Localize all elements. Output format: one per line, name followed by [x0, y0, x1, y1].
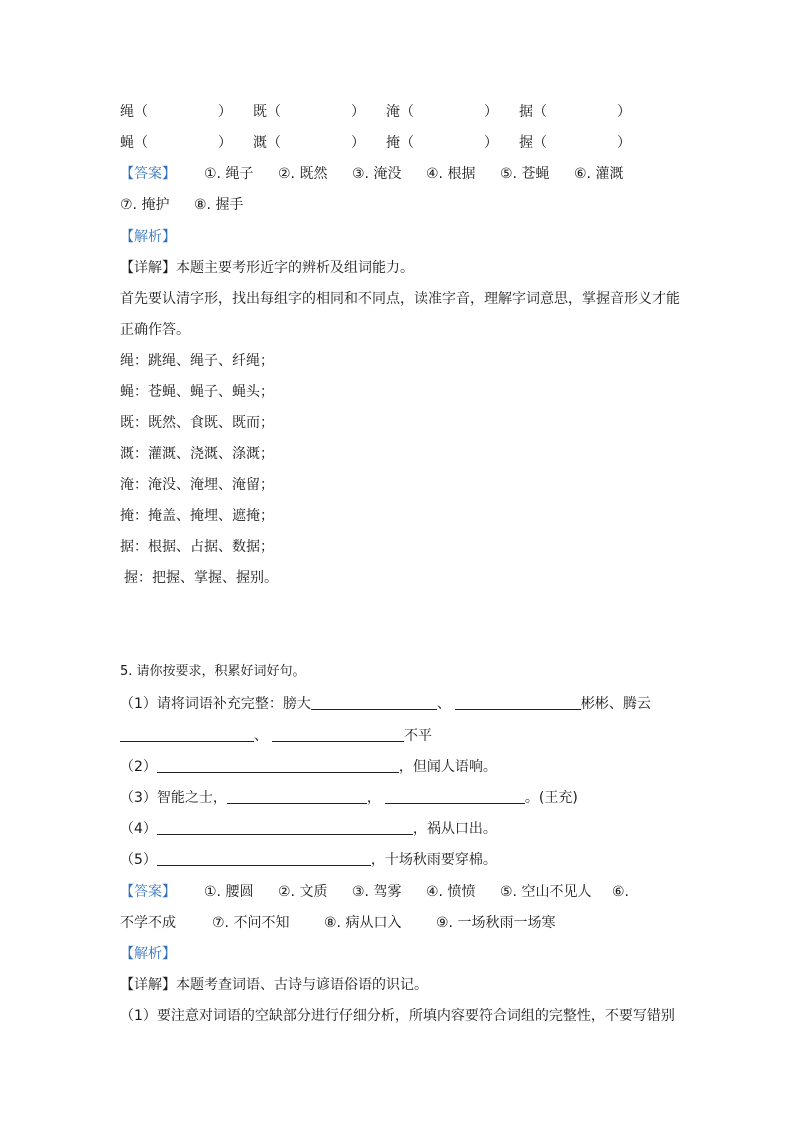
answer-item: ⑤. 空山不见人 [500, 884, 592, 900]
q5-sub1-line1 [120, 694, 651, 714]
answer-blank[interactable] [227, 789, 367, 804]
paragraph-line: 正确作答。 [120, 322, 190, 338]
prompt-text: ，十场秋雨要穿棉。 [370, 852, 497, 868]
detail-line: 【详解】本题主要考形近字的辨析及组词能力。 [120, 260, 414, 276]
q4-answer-line [120, 164, 623, 184]
paragraph-line: 首先要认清字形，找出每组字的相同和不同点，读准字音，理解字词意思，掌握音形义才能 [120, 291, 680, 307]
question-title: 5. 请你按要求，积累好词好句。 [120, 664, 306, 679]
prompt-text: （2） [120, 759, 157, 775]
answer-item: ⑦. 掩护 [120, 197, 170, 213]
answer-blank[interactable] [120, 727, 254, 742]
answer-blank[interactable] [157, 758, 399, 773]
answer-blank[interactable] [272, 727, 404, 742]
prompt-text: ，祸从口出。 [412, 821, 497, 837]
grid-cell: 握（ ） [519, 135, 631, 151]
answer-item: ④. 根据 [426, 166, 476, 182]
answer-item: ④. 愤愤 [426, 884, 476, 900]
word-group-line: 据：根据、占据、数据； [120, 539, 274, 555]
answer-tag: 【答案】 [120, 884, 176, 900]
grid-cell: 据（ ） [519, 104, 631, 120]
answer-item: ③. 驾雾 [352, 884, 402, 900]
q5-sub2 [120, 757, 497, 777]
answer-blank[interactable] [157, 851, 371, 866]
prompt-text: 不平 [404, 728, 432, 744]
answer-item: ⑨. 一场秋雨一场寒 [436, 915, 556, 931]
answer-item: ②. 文质 [278, 884, 328, 900]
separator: 、 [436, 696, 451, 712]
answer-blank[interactable] [157, 820, 413, 835]
answer-item: 不学不成 [120, 915, 176, 931]
answer-item: ②. 既然 [278, 166, 328, 182]
q5-answer-line [120, 913, 555, 933]
q5-sub1-line2 [120, 726, 432, 746]
grid-cell: 既（ ） [253, 104, 365, 120]
prompt-text: ，但闻人语响。 [398, 759, 497, 775]
answer-item: ⑦. 不问不知 [212, 915, 290, 931]
prompt-text: 彬彬、腾云 [580, 696, 651, 712]
answer-item: ③. 淹没 [352, 166, 402, 182]
q5-sub5 [120, 850, 497, 870]
answer-item: ⑥. [612, 884, 630, 900]
prompt-text: （1）请将词语补充完整：膀大 [120, 696, 311, 712]
detail-line: 【详解】本题考查词语、古诗与谚语俗语的识记。 [120, 977, 428, 993]
word-group-line: 掩：掩盖、掩埋、遮掩； [120, 508, 274, 524]
prompt-text: （5） [120, 852, 157, 868]
prompt-text: （3）智能之士， [120, 790, 227, 806]
grid-cell: 绳（ ） [120, 104, 232, 120]
grid-cell: 溉（ ） [253, 135, 365, 151]
answer-item: ⑧. 握手 [194, 197, 244, 213]
word-group-line: 蝇：苍蝇、蝇子、蝇头； [120, 384, 274, 400]
separator: ， [366, 790, 381, 806]
prompt-text: （4） [120, 821, 157, 837]
word-group-line: 握：把握、掌握、握别。 [124, 570, 278, 586]
answer-item: ⑤. 苍蝇 [500, 166, 550, 182]
grid-cell: 蝇（ ） [120, 135, 232, 151]
answer-blank[interactable] [385, 789, 525, 804]
answer-item: ①. 腰圆 [204, 884, 254, 900]
separator: 、 [254, 728, 268, 744]
answer-blank[interactable] [455, 695, 581, 710]
paragraph-line: （1）要注意对词语的空缺部分进行仔细分析，所填内容要符合词组的完整性，不要写错别 [120, 1008, 675, 1024]
q5-sub4 [120, 819, 497, 839]
word-group-line: 绳：跳绳、绳子、纤绳； [120, 353, 274, 369]
answer-item: ⑧. 病从口入 [324, 915, 402, 931]
word-group-line: 溉：灌溉、浇溉、涤溉； [120, 446, 274, 462]
analysis-tag: 【解析】 [120, 946, 176, 962]
q5-answer-line [120, 882, 629, 902]
grid-cell: 掩（ ） [386, 135, 498, 151]
answer-blank[interactable] [311, 695, 437, 710]
answer-item: ①. 绳子 [204, 166, 254, 182]
word-group-line: 淹：淹没、淹埋、淹留； [120, 477, 274, 493]
q4-answer-line [120, 195, 243, 215]
analysis-tag: 【解析】 [120, 229, 176, 245]
q5-sub3 [120, 788, 578, 808]
answer-tag: 【答案】 [120, 166, 176, 182]
answer-item: ⑥. 灌溉 [574, 166, 624, 182]
word-group-line: 既：既然、食既、既而； [120, 415, 274, 431]
grid-cell: 淹（ ） [386, 104, 498, 120]
prompt-text: 。(王充) [524, 790, 578, 806]
